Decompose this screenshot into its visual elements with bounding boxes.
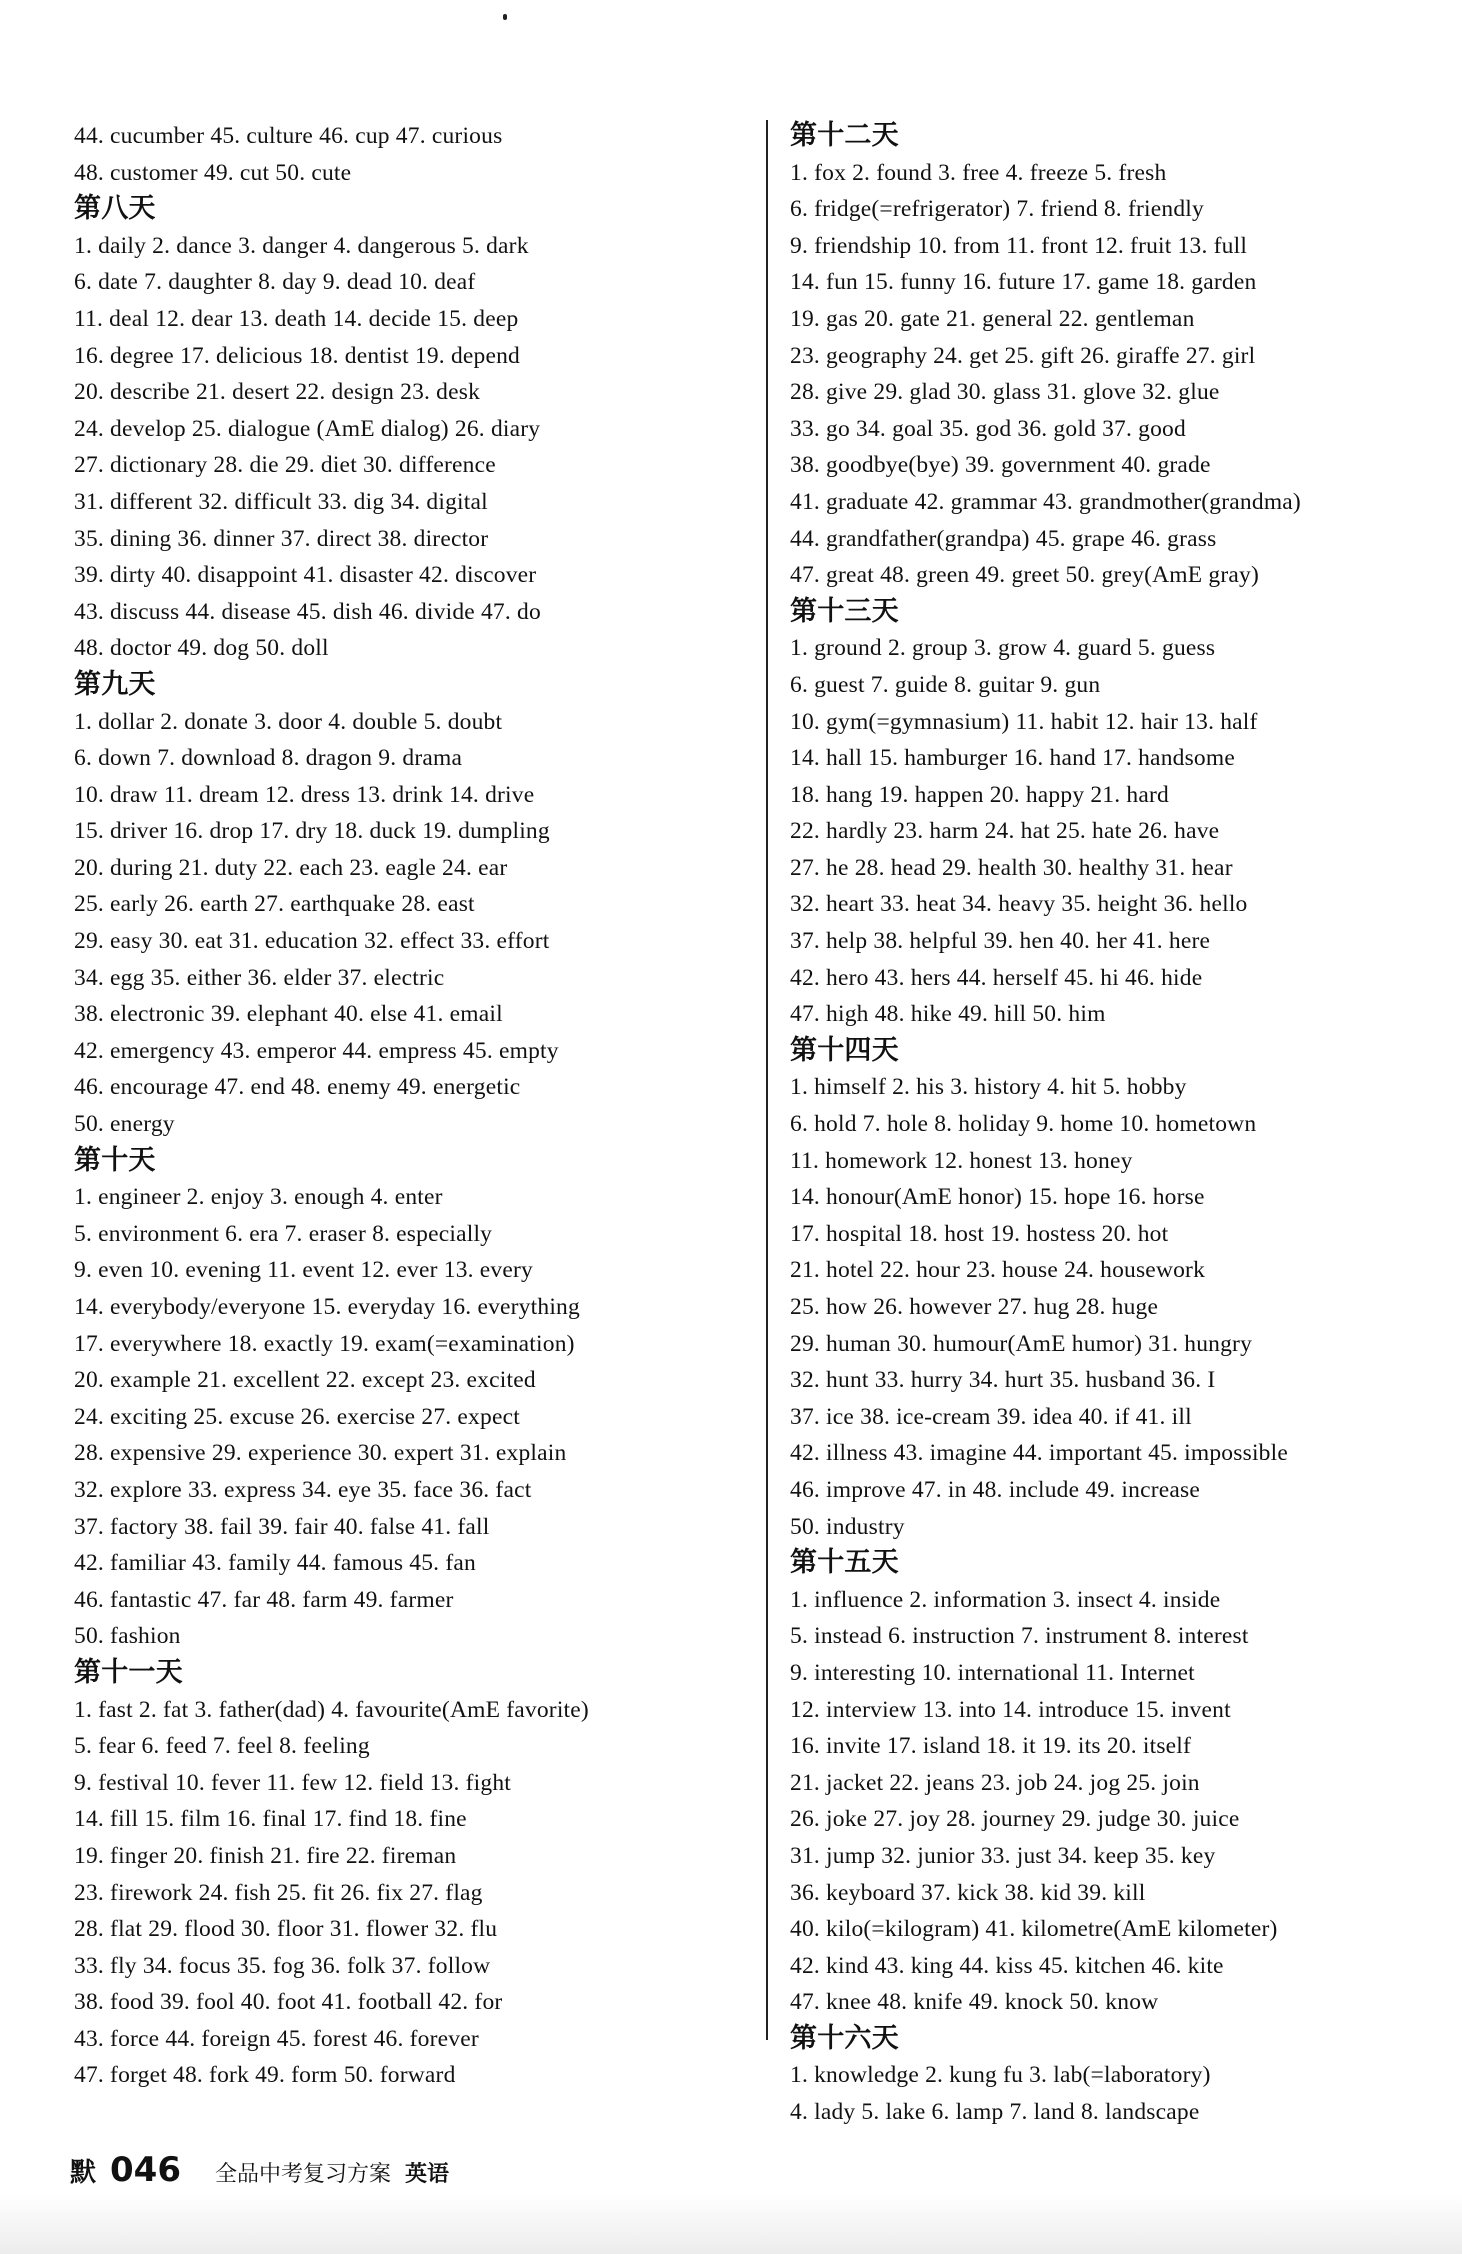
word-list-line: 27. he 28. head 29. health 30. healthy 31. hear <box>790 854 1233 881</box>
word-list-line: 9. even 10. evening 11. event 12. ever 13. every <box>74 1257 533 1284</box>
word-list-line: 14. everybody/everyone 15. everyday 16. everything <box>74 1294 580 1320</box>
word-list-line: 46. encourage 47. end 48. enemy 49. energetic <box>74 1074 521 1101</box>
word-list-line: 10. gym(=gymnasium) 11. habit 12. hair 13. half <box>790 708 1258 735</box>
subject-label: 英语 <box>405 2162 450 2187</box>
word-list-line: 1. knowledge 2. kung fu 3. lab(=laboratory) <box>790 2062 1211 2089</box>
word-list-line: 46. fantastic 47. far 48. farm 49. farmer <box>74 1586 454 1613</box>
book-series-title: 全品中考复习方案 <box>215 2162 392 2187</box>
page-number: 046 <box>110 2150 181 2190</box>
word-list-line: 36. keyboard 37. kick 38. kid 39. kill <box>790 1879 1146 1906</box>
word-list-line: 32. hunt 33. hurry 34. hurt 35. husband 36. I <box>790 1367 1216 1394</box>
word-list-line: 17. everywhere 18. exactly 19. exam(=examination) <box>74 1330 575 1357</box>
word-list-line: 16. invite 17. island 18. it 19. its 20. itself <box>790 1733 1192 1760</box>
word-list-line: 24. exciting 25. excuse 26. exercise 27. expect <box>74 1403 520 1430</box>
word-list-line: 17. hospital 18. host 19. hostess 20. hot <box>790 1220 1169 1247</box>
word-list-line: 42. emergency 43. emperor 44. empress 45. empty <box>74 1037 559 1064</box>
word-list-line: 25. early 26. earth 27. earthquake 28. east <box>74 891 475 918</box>
word-list-line: 14. fun 15. funny 16. future 17. game 18. garden <box>790 269 1257 296</box>
word-list-line: 27. dictionary 28. die 29. diet 30. difference <box>74 452 496 479</box>
word-list-line: 37. help 38. helpful 39. hen 40. her 41. here <box>790 928 1211 955</box>
word-list-line: 41. graduate 42. grammar 43. grandmother(grandma) <box>790 488 1301 515</box>
word-list-line: 1. ground 2. group 3. grow 4. guard 5. guess <box>790 635 1216 662</box>
word-list-line: 44. grandfather(grandpa) 45. grape 46. grass <box>790 525 1217 552</box>
word-list-line: 42. familiar 43. family 44. famous 45. fan <box>74 1550 476 1577</box>
word-list-line: 42. illness 43. imagine 44. important 45. impossible <box>790 1440 1288 1467</box>
word-list-line: 37. factory 38. fail 39. fair 40. false 41. fall <box>74 1513 490 1540</box>
word-list-line: 14. hall 15. hamburger 16. hand 17. handsome <box>790 745 1235 772</box>
word-list-line: 5. instead 6. instruction 7. instrument 8. interest <box>790 1623 1249 1650</box>
word-list-line: 10. draw 11. dream 12. dress 13. drink 14. drive <box>74 781 535 808</box>
word-list-line: 5. environment 6. era 7. eraser 8. especially <box>74 1220 493 1247</box>
day-heading: 第十天 <box>74 1144 156 1176</box>
left-column <box>74 118 754 2094</box>
word-list-line: 42. kind 43. king 44. kiss 45. kitchen 46. kite <box>790 1952 1224 1979</box>
word-list-line: 21. jacket 22. jeans 23. job 24. jog 25. join <box>790 1769 1200 1796</box>
word-list-line: 6. down 7. download 8. dragon 9. drama <box>74 745 463 772</box>
word-list-line: 20. describe 21. desert 22. design 23. desk <box>74 379 481 406</box>
word-list-line: 38. electronic 39. elephant 40. else 41. email <box>74 1001 503 1028</box>
word-list-line: 1. fox 2. found 3. free 4. freeze 5. fresh <box>790 159 1167 186</box>
word-list-line: 14. fill 15. film 16. final 17. find 18. fine <box>74 1806 467 1833</box>
word-list-line: 21. hotel 22. hour 23. house 24. housework <box>790 1257 1206 1284</box>
word-list-line: 15. driver 16. drop 17. dry 18. duck 19. dumpling <box>74 818 550 845</box>
right-column <box>790 118 1450 2131</box>
word-list-line: 40. kilo(=kilogram) 41. kilometre(AmE kilometer) <box>790 1916 1278 1943</box>
day-heading: 第九天 <box>74 668 156 700</box>
day-heading: 第八天 <box>74 193 156 225</box>
word-list-line: 19. finger 20. finish 21. fire 22. fireman <box>74 1842 457 1869</box>
word-list-line: 6. date 7. daughter 8. day 9. dead 10. deaf <box>74 269 476 296</box>
word-list-line: 26. joke 27. joy 28. journey 29. judge 30. juice <box>790 1806 1240 1833</box>
word-list-line: 47. great 48. green 49. greet 50. grey(AmE gray) <box>790 562 1259 589</box>
word-list-line: 23. firework 24. fish 25. fit 26. fix 27. flag <box>74 1879 483 1906</box>
word-list-line: 19. gas 20. gate 21. general 22. gentleman <box>790 305 1195 332</box>
word-list-line: 22. hardly 23. harm 24. hat 25. hate 26. have <box>790 818 1220 845</box>
column-divider <box>766 120 768 2040</box>
word-list-line: 25. how 26. however 27. hug 28. huge <box>790 1294 1159 1320</box>
word-list-line: 48. doctor 49. dog 50. doll <box>74 635 329 662</box>
word-list-line: 34. egg 35. either 36. elder 37. electric <box>74 964 445 991</box>
page-footer <box>70 2150 449 2200</box>
day-heading: 第十二天 <box>790 120 899 151</box>
word-list-line: 43. force 44. foreign 45. forest 46. forever <box>74 2025 479 2052</box>
word-list-line: 20. during 21. duty 22. each 23. eagle 24. ear <box>74 854 508 881</box>
word-list-line: 6. guest 7. guide 8. guitar 9. gun <box>790 671 1101 698</box>
word-list-line: 1. engineer 2. enjoy 3. enough 4. enter <box>74 1184 443 1211</box>
word-list-line: 47. knee 48. knife 49. knock 50. know <box>790 1989 1159 2016</box>
word-list-line: 32. heart 33. heat 34. heavy 35. height 36. hello <box>790 891 1248 918</box>
word-list-line: 47. forget 48. fork 49. form 50. forward <box>74 2062 456 2089</box>
day-heading: 第十三天 <box>790 595 899 627</box>
word-list-line: 14. honour(AmE honor) 15. hope 16. horse <box>790 1184 1205 1211</box>
word-list-line: 50. fashion <box>74 1623 181 1650</box>
word-list-line: 16. degree 17. delicious 18. dentist 19. depend <box>74 342 521 369</box>
word-list-line: 50. energy <box>74 1111 175 1138</box>
word-list-line: 32. explore 33. express 34. eye 35. face 36. fact <box>74 1476 532 1503</box>
word-list-line: 4. lady 5. lake 6. lamp 7. land 8. landscape <box>790 2099 1200 2126</box>
word-list-line: 38. goodbye(bye) 39. government 40. grade <box>790 452 1211 479</box>
word-list-line: 6. fridge(=refrigerator) 7. friend 8. friendly <box>790 196 1204 223</box>
word-list-line: 33. go 34. goal 35. god 36. gold 37. good <box>790 415 1186 442</box>
word-list-line: 11. deal 12. dear 13. death 14. decide 15. deep <box>74 305 519 332</box>
word-list-line: 6. hold 7. hole 8. holiday 9. home 10. hometown <box>790 1111 1257 1138</box>
word-list-line: 9. interesting 10. international 11. Internet <box>790 1659 1195 1686</box>
word-list-line: 42. hero 43. hers 44. herself 45. hi 46. hide <box>790 964 1203 991</box>
word-list-line: 12. interview 13. into 14. introduce 15. invent <box>790 1696 1231 1723</box>
day-heading: 第十五天 <box>790 1547 899 1579</box>
printing-speck <box>503 14 507 20</box>
word-list-line: 29. easy 30. eat 31. education 32. effect 33. effort <box>74 928 550 955</box>
word-list-line: 11. homework 12. honest 13. honey <box>790 1147 1133 1174</box>
word-list-line: 35. dining 36. dinner 37. direct 38. director <box>74 525 489 552</box>
word-list-line: 37. ice 38. ice-cream 39. idea 40. if 41. ill <box>790 1403 1192 1430</box>
word-list-line: 28. expensive 29. experience 30. expert 31. explain <box>74 1440 567 1467</box>
word-list-line: 31. different 32. difficult 33. dig 34. digital <box>74 488 488 515</box>
word-list-line: 18. hang 19. happen 20. happy 21. hard <box>790 781 1169 808</box>
word-list-line: 5. fear 6. feed 7. feel 8. feeling <box>74 1733 370 1760</box>
word-list-line: 38. food 39. fool 40. foot 41. football 42. for <box>74 1989 503 2016</box>
word-list-line: 1. fast 2. fat 3. father(dad) 4. favourite(AmE favorite) <box>74 1696 589 1723</box>
word-list-line: 33. fly 34. focus 35. fog 36. folk 37. follow <box>74 1952 491 1979</box>
footer-mark: 默 <box>70 2158 97 2188</box>
day-heading: 第十六天 <box>790 2022 899 2054</box>
word-list-line: 1. himself 2. his 3. history 4. hit 5. hobby <box>790 1074 1187 1101</box>
word-list-line: 9. festival 10. fever 11. few 12. field 13. fight <box>74 1769 512 1796</box>
word-list-line: 31. jump 32. junior 33. just 34. keep 35. key <box>790 1842 1216 1869</box>
word-list-line: 1. daily 2. dance 3. danger 4. dangerous 5. dark <box>74 232 529 259</box>
word-list-line: 1. influence 2. information 3. insect 4. inside <box>790 1586 1221 1613</box>
word-list-line: 39. dirty 40. disappoint 41. disaster 42. discover <box>74 562 537 589</box>
word-list-line: 44. cucumber 45. culture 46. cup 47. curious <box>74 123 503 149</box>
word-list-line: 24. develop 25. dialogue (AmE dialog) 26. diary <box>74 415 541 442</box>
word-list-line: 48. customer 49. cut 50. cute <box>74 159 352 186</box>
day-heading: 第十四天 <box>790 1034 899 1066</box>
word-list-line: 46. improve 47. in 48. include 49. increase <box>790 1476 1200 1503</box>
word-list-line: 47. high 48. hike 49. hill 50. him <box>790 1001 1106 1028</box>
word-list-line: 29. human 30. humour(AmE humor) 31. hungry <box>790 1330 1253 1357</box>
word-list-line: 23. geography 24. get 25. gift 26. giraffe 27. girl <box>790 342 1256 369</box>
day-heading: 第十一天 <box>74 1656 183 1688</box>
word-list-line: 28. flat 29. flood 30. floor 31. flower 32. flu <box>74 1916 498 1943</box>
word-list-line: 20. example 21. excellent 22. except 23. excited <box>74 1367 536 1394</box>
word-list-line: 43. discuss 44. disease 45. dish 46. divide 47. do <box>74 598 541 625</box>
word-list-line: 28. give 29. glad 30. glass 31. glove 32. glue <box>790 379 1220 406</box>
bottom-page-shadow <box>0 2194 1462 2254</box>
word-list-line: 1. dollar 2. donate 3. door 4. double 5. doubt <box>74 708 503 735</box>
word-list-line: 9. friendship 10. from 11. front 12. fruit 13. full <box>790 232 1248 259</box>
word-list-line: 50. industry <box>790 1513 905 1540</box>
